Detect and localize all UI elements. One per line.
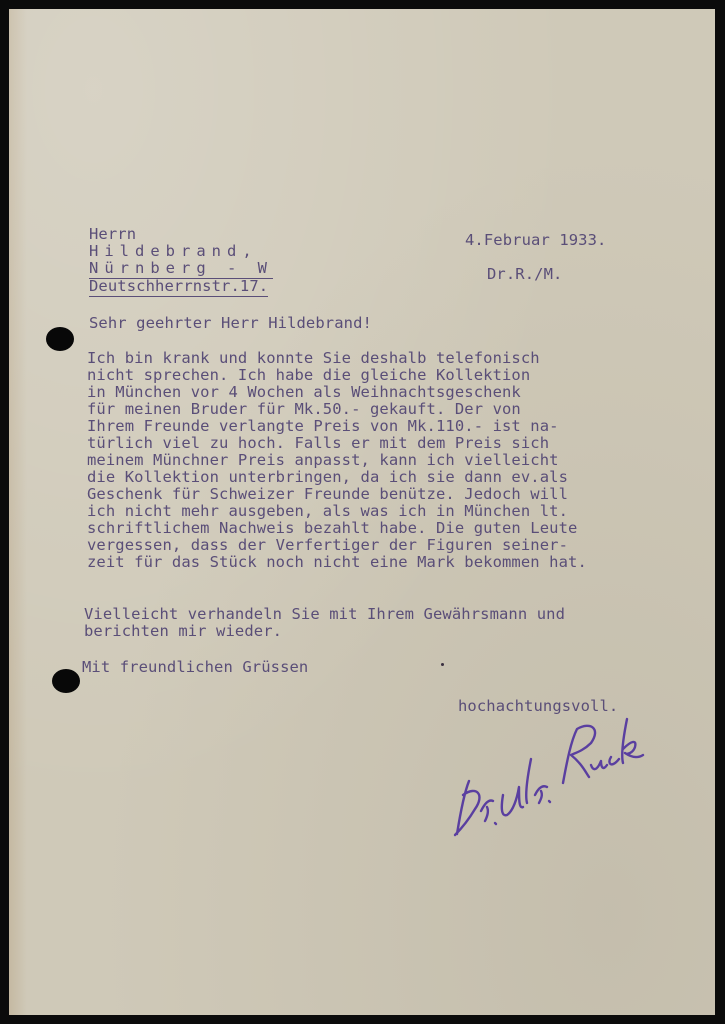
body-line: zeit für das Stück noch nicht eine Mark bekommen hat. [87,553,587,571]
letter-page [9,9,715,1015]
handwritten-signature [451,699,671,849]
body-line: Ich bin krank und konnte Sie deshalb telefonisch [87,349,540,367]
body-line: Ihrem Freunde verlangte Preis von Mk.110.- ist na- [87,417,559,435]
letter-reference: Dr.R./M. [487,265,563,283]
body-line: Geschenk für Schweizer Freunde benütze. Jedoch will [87,485,569,503]
body-line: ich nicht mehr ausgeben, als was ich in München lt. [87,502,569,520]
punch-hole [52,669,80,693]
ink-dot [441,663,444,666]
body-line: meinem Münchner Preis anpasst, kann ich vielleicht [87,451,559,469]
body-line: für meinen Bruder für Mk.50.- gekauft. Der von [87,400,521,418]
body-line: nicht sprechen. Ich habe die gleiche Kollektion [87,366,531,384]
closing: Mit freundlichen Grüssen [82,658,309,676]
body-line: in München vor 4 Wochen als Weihnachtsgeschenk [87,383,521,401]
valediction: hochachtungsvoll. [458,697,619,715]
body-line: türlich viel zu hoch. Falls er mit dem Preis sich [87,434,550,452]
recipient-street: Deutschherrnstr.17. [89,277,269,295]
greeting: Sehr geehrter Herr Hildebrand! [89,314,372,332]
letter-date: 4.Februar 1933. [465,231,607,249]
body-line: Vielleicht verhandeln Sie mit Ihrem Gewährsmann und [84,605,566,623]
punch-hole [46,327,74,351]
body-line: berichten mir wieder. [84,622,283,640]
body-line: schriftlichem Nachweis bezahlt habe. Die guten Leute [87,519,578,537]
recipient-name: Hildebrand, [89,242,258,260]
body-line: die Kollektion unterbringen, da ich sie dann ev.als [87,468,569,486]
body-line: vergessen, dass der Verfertiger der Figuren seiner- [87,536,569,554]
recipient-title: Herrn [89,225,137,243]
recipient-city: Nürnberg - W [89,259,273,277]
